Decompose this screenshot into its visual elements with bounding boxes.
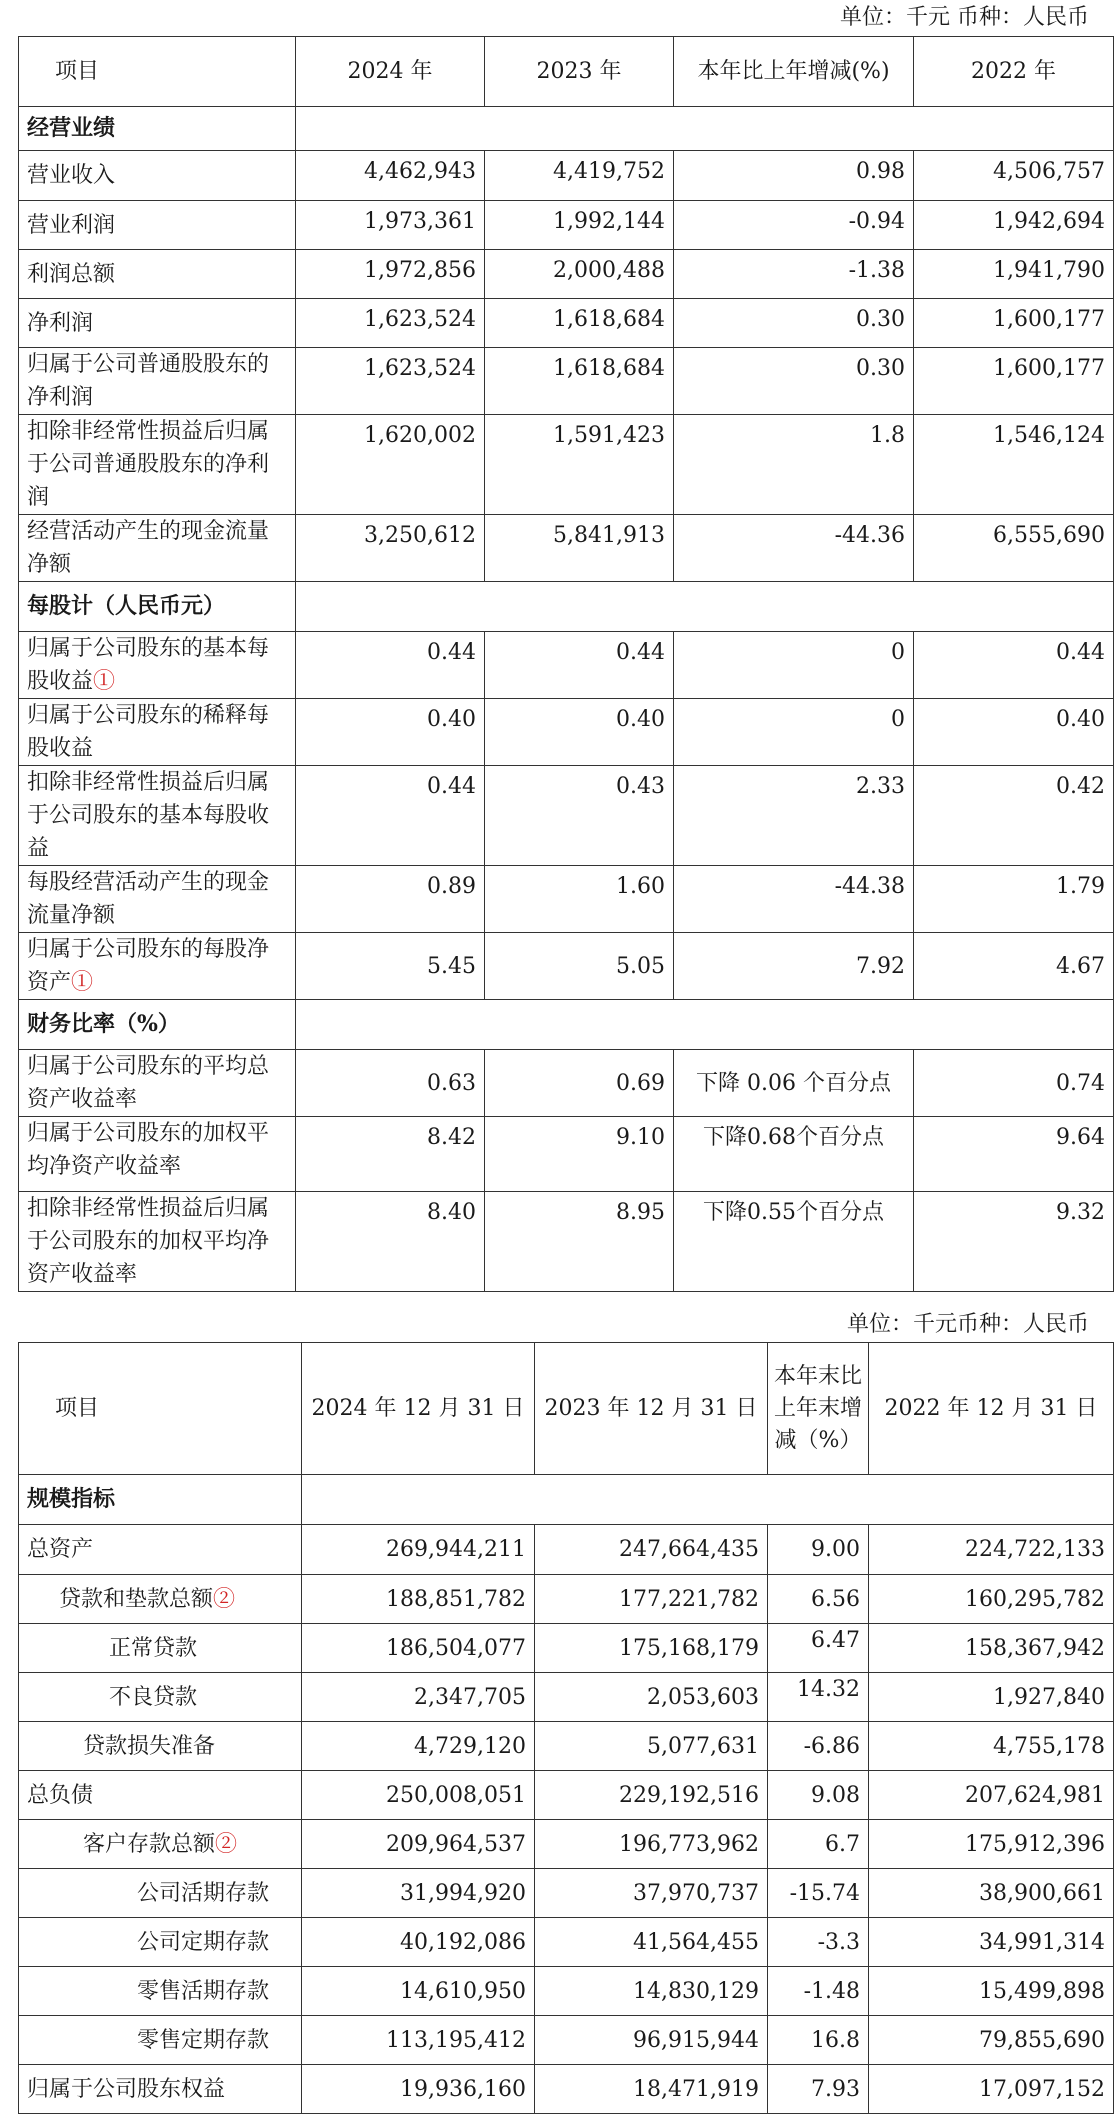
cell-2023: 0.40: [485, 699, 674, 766]
table-row: [19, 699, 1114, 766]
cell-change: 下降0.55个百分点: [674, 1192, 914, 1292]
table-row: [19, 1967, 1114, 2016]
table-row: [19, 250, 1114, 299]
cell-2024: 0.44: [296, 766, 485, 866]
row-label: 零售活期存款: [19, 1967, 302, 2016]
table-row: [19, 933, 1114, 1000]
header-item: 项目: [19, 37, 296, 107]
table-row: [19, 201, 1114, 250]
section-title: 经营业绩: [19, 107, 296, 151]
table-row: [19, 632, 1114, 699]
row-label: 归属于公司股东的每股净资产①: [19, 933, 296, 1000]
cell-2023: 18,471,919: [535, 2065, 768, 2114]
cell-2024: 269,944,211: [302, 1525, 535, 1575]
cell-2023: 5,841,913: [485, 515, 674, 582]
cell-change: 下降 0.06 个百分点: [674, 1050, 914, 1117]
row-label: 扣除非经常性损益后归属于公司股东的基本每股收益: [19, 766, 296, 866]
cell-change: 2.33: [674, 766, 914, 866]
header-change: 本年末比上年末增减（%）: [768, 1343, 869, 1475]
cell-2022: 175,912,396: [869, 1820, 1114, 1869]
cell-2022: 9.32: [914, 1192, 1114, 1292]
row-label: 归属于公司普通股股东的净利润: [19, 348, 296, 415]
cell-change: 0.98: [674, 151, 914, 201]
cell-2023: 0.43: [485, 766, 674, 866]
row-label: 扣除非经常性损益后归属于公司股东的加权平均净资产收益率: [19, 1192, 296, 1292]
cell-2023: 5.05: [485, 933, 674, 1000]
cell-2022: 38,900,661: [869, 1869, 1114, 1918]
cell-2023: 229,192,516: [535, 1771, 768, 1820]
cell-2024: 186,504,077: [302, 1624, 535, 1673]
row-label: 贷款损失准备: [19, 1722, 302, 1771]
cell-change: 下降0.68个百分点: [674, 1117, 914, 1192]
row-label: 公司定期存款: [19, 1918, 302, 1967]
row-label: 贷款和垫款总额②: [19, 1575, 302, 1624]
cell-2024: 250,008,051: [302, 1771, 535, 1820]
cell-2024: 0.89: [296, 866, 485, 933]
cell-2022: 6,555,690: [914, 515, 1114, 582]
cell-2022: 158,367,942: [869, 1624, 1114, 1673]
header-2022: 2022 年: [914, 37, 1114, 107]
section-title: 规模指标: [19, 1475, 302, 1525]
cell-change: -15.74: [768, 1869, 869, 1918]
unit-note-1: 单位：千元 币种：人民币: [840, 5, 1089, 30]
row-label: 零售定期存款: [19, 2016, 302, 2065]
cell-2022: 79,855,690: [869, 2016, 1114, 2065]
cell-2022: 0.42: [914, 766, 1114, 866]
table-row: [19, 1771, 1114, 1820]
section-title: 财务比率（%）: [19, 1000, 296, 1050]
cell-2023: 96,915,944: [535, 2016, 768, 2065]
cell-2024: 1,623,524: [296, 299, 485, 348]
cell-2024: 0.44: [296, 632, 485, 699]
cell-2023: 196,773,962: [535, 1820, 768, 1869]
cell-2024: 1,623,524: [296, 348, 485, 415]
cell-change: 7.92: [674, 933, 914, 1000]
cell-2024: 4,729,120: [302, 1722, 535, 1771]
operating-results-table: [18, 36, 1114, 1292]
cell-2024: 31,994,920: [302, 1869, 535, 1918]
cell-change: -1.48: [768, 1967, 869, 2016]
cell-2023: 1,618,684: [485, 299, 674, 348]
table-row: [19, 766, 1114, 866]
table-row: [19, 866, 1114, 933]
cell-2022: 1,600,177: [914, 348, 1114, 415]
cell-2022: 1,941,790: [914, 250, 1114, 299]
cell-2024: 5.45: [296, 933, 485, 1000]
cell-change: 14.32: [768, 1673, 869, 1722]
cell-2022: 0.40: [914, 699, 1114, 766]
unit-note-2: 单位：千元币种：人民币: [846, 1312, 1089, 1337]
cell-2022: 1,942,694: [914, 201, 1114, 250]
cell-change: 16.8: [768, 2016, 869, 2065]
row-label: 经营活动产生的现金流量净额: [19, 515, 296, 582]
cell-2022: 0.74: [914, 1050, 1114, 1117]
cell-2023: 1,992,144: [485, 201, 674, 250]
cell-2024: 14,610,950: [302, 1967, 535, 2016]
cell-2022: 1.79: [914, 866, 1114, 933]
cell-2022: 160,295,782: [869, 1575, 1114, 1624]
header-2024: 2024 年: [296, 37, 485, 107]
cell-change: 6.56: [768, 1575, 869, 1624]
cell-2022: 4.67: [914, 933, 1114, 1000]
cell-change: 9.00: [768, 1525, 869, 1575]
row-label: 归属于公司股东权益: [19, 2065, 302, 2114]
table-header-row: [19, 1343, 1114, 1475]
cell-2024: 8.42: [296, 1117, 485, 1192]
cell-change: -6.86: [768, 1722, 869, 1771]
table-row: [19, 1117, 1114, 1192]
section-title: 每股计（人民币元）: [19, 582, 296, 632]
table-row: [19, 515, 1114, 582]
row-label: 利润总额: [19, 250, 296, 299]
cell-2024: 8.40: [296, 1192, 485, 1292]
row-label: 净利润: [19, 299, 296, 348]
row-label: 营业利润: [19, 201, 296, 250]
cell-change: 0.30: [674, 299, 914, 348]
table-row: [19, 299, 1114, 348]
table-row: [19, 1192, 1114, 1292]
row-label: 归属于公司股东的稀释每股收益: [19, 699, 296, 766]
row-label: 正常贷款: [19, 1624, 302, 1673]
cell-2023: 0.69: [485, 1050, 674, 1117]
cell-2023: 1.60: [485, 866, 674, 933]
table-row: [19, 2016, 1114, 2065]
section-row: [19, 107, 1114, 151]
cell-2024: 1,972,856: [296, 250, 485, 299]
cell-change: 1.8: [674, 415, 914, 515]
cell-2022: 224,722,133: [869, 1525, 1114, 1575]
cell-2023: 175,168,179: [535, 1624, 768, 1673]
section-row: [19, 1475, 1114, 1525]
cell-2023: 37,970,737: [535, 1869, 768, 1918]
cell-2023: 247,664,435: [535, 1525, 768, 1575]
cell-2022: 207,624,981: [869, 1771, 1114, 1820]
cell-2022: 1,546,124: [914, 415, 1114, 515]
cell-2024: 40,192,086: [302, 1918, 535, 1967]
cell-change: -1.38: [674, 250, 914, 299]
cell-change: -3.3: [768, 1918, 869, 1967]
cell-2022: 34,991,314: [869, 1918, 1114, 1967]
cell-change: 6.47: [768, 1624, 869, 1673]
row-label: 不良贷款: [19, 1673, 302, 1722]
cell-2022: 0.44: [914, 632, 1114, 699]
table-row: [19, 415, 1114, 515]
row-label: 客户存款总额②: [19, 1820, 302, 1869]
cell-2023: 0.44: [485, 632, 674, 699]
footnote-marker: ②: [213, 1586, 236, 1612]
section-row: [19, 582, 1114, 632]
header-2024-12-31: 2024 年 12 月 31 日: [302, 1343, 535, 1475]
table-row: [19, 1869, 1114, 1918]
cell-change: 6.7: [768, 1820, 869, 1869]
cell-2023: 177,221,782: [535, 1575, 768, 1624]
row-label: 扣除非经常性损益后归属于公司普通股股东的净利润: [19, 415, 296, 515]
cell-2024: 0.63: [296, 1050, 485, 1117]
footnote-marker: ①: [71, 970, 94, 995]
cell-2023: 8.95: [485, 1192, 674, 1292]
cell-2024: 113,195,412: [302, 2016, 535, 2065]
cell-change: -0.94: [674, 201, 914, 250]
table-row: [19, 1722, 1114, 1771]
header-2023: 2023 年: [485, 37, 674, 107]
row-label: 营业收入: [19, 151, 296, 201]
cell-change: -44.38: [674, 866, 914, 933]
table-row: [19, 1525, 1114, 1575]
table-row: [19, 1820, 1114, 1869]
row-label: 归属于公司股东的基本每股收益①: [19, 632, 296, 699]
cell-2022: 17,097,152: [869, 2065, 1114, 2114]
table-row: [19, 1575, 1114, 1624]
cell-2023: 1,591,423: [485, 415, 674, 515]
footnote-marker: ①: [93, 669, 116, 694]
cell-2024: 0.40: [296, 699, 485, 766]
cell-2022: 4,506,757: [914, 151, 1114, 201]
cell-change: 7.93: [768, 2065, 869, 2114]
cell-2023: 4,419,752: [485, 151, 674, 201]
cell-2024: 188,851,782: [302, 1575, 535, 1624]
cell-2023: 9.10: [485, 1117, 674, 1192]
cell-2023: 14,830,129: [535, 1967, 768, 2016]
row-label: 公司活期存款: [19, 1869, 302, 1918]
cell-2024: 1,620,002: [296, 415, 485, 515]
table-row: [19, 1673, 1114, 1722]
row-label: 归属于公司股东的加权平均净资产收益率: [19, 1117, 296, 1192]
header-change: 本年比上年增减(%): [674, 37, 914, 107]
cell-change: 0: [674, 699, 914, 766]
table-row: [19, 1918, 1114, 1967]
cell-2024: 3,250,612: [296, 515, 485, 582]
cell-2024: 4,462,943: [296, 151, 485, 201]
cell-2022: 4,755,178: [869, 1722, 1114, 1771]
cell-2022: 15,499,898: [869, 1967, 1114, 2016]
table-header-row: [19, 37, 1114, 107]
row-label: 归属于公司股东的平均总资产收益率: [19, 1050, 296, 1117]
table-row: [19, 2065, 1114, 2114]
cell-2023: 2,053,603: [535, 1673, 768, 1722]
row-label: 总资产: [19, 1525, 302, 1575]
table-row: [19, 348, 1114, 415]
table-row: [19, 1624, 1114, 1673]
cell-2022: 1,927,840: [869, 1673, 1114, 1722]
header-2023-12-31: 2023 年 12 月 31 日: [535, 1343, 768, 1475]
cell-change: 9.08: [768, 1771, 869, 1820]
cell-2024: 2,347,705: [302, 1673, 535, 1722]
header-item: 项目: [19, 1343, 302, 1475]
table-row: [19, 1050, 1114, 1117]
row-label: 总负债: [19, 1771, 302, 1820]
cell-2023: 1,618,684: [485, 348, 674, 415]
cell-change: 0: [674, 632, 914, 699]
cell-2022: 1,600,177: [914, 299, 1114, 348]
cell-2024: 209,964,537: [302, 1820, 535, 1869]
cell-change: -44.36: [674, 515, 914, 582]
row-label: 每股经营活动产生的现金流量净额: [19, 866, 296, 933]
scale-indicators-table: [18, 1342, 1114, 2114]
cell-2022: 9.64: [914, 1117, 1114, 1192]
cell-change: 0.30: [674, 348, 914, 415]
cell-2024: 1,973,361: [296, 201, 485, 250]
cell-2023: 2,000,488: [485, 250, 674, 299]
section-row: [19, 1000, 1114, 1050]
header-2022-12-31: 2022 年 12 月 31 日: [869, 1343, 1114, 1475]
footnote-marker: ②: [215, 1831, 238, 1857]
table-row: [19, 151, 1114, 201]
cell-2023: 41,564,455: [535, 1918, 768, 1967]
cell-2023: 5,077,631: [535, 1722, 768, 1771]
cell-2024: 19,936,160: [302, 2065, 535, 2114]
